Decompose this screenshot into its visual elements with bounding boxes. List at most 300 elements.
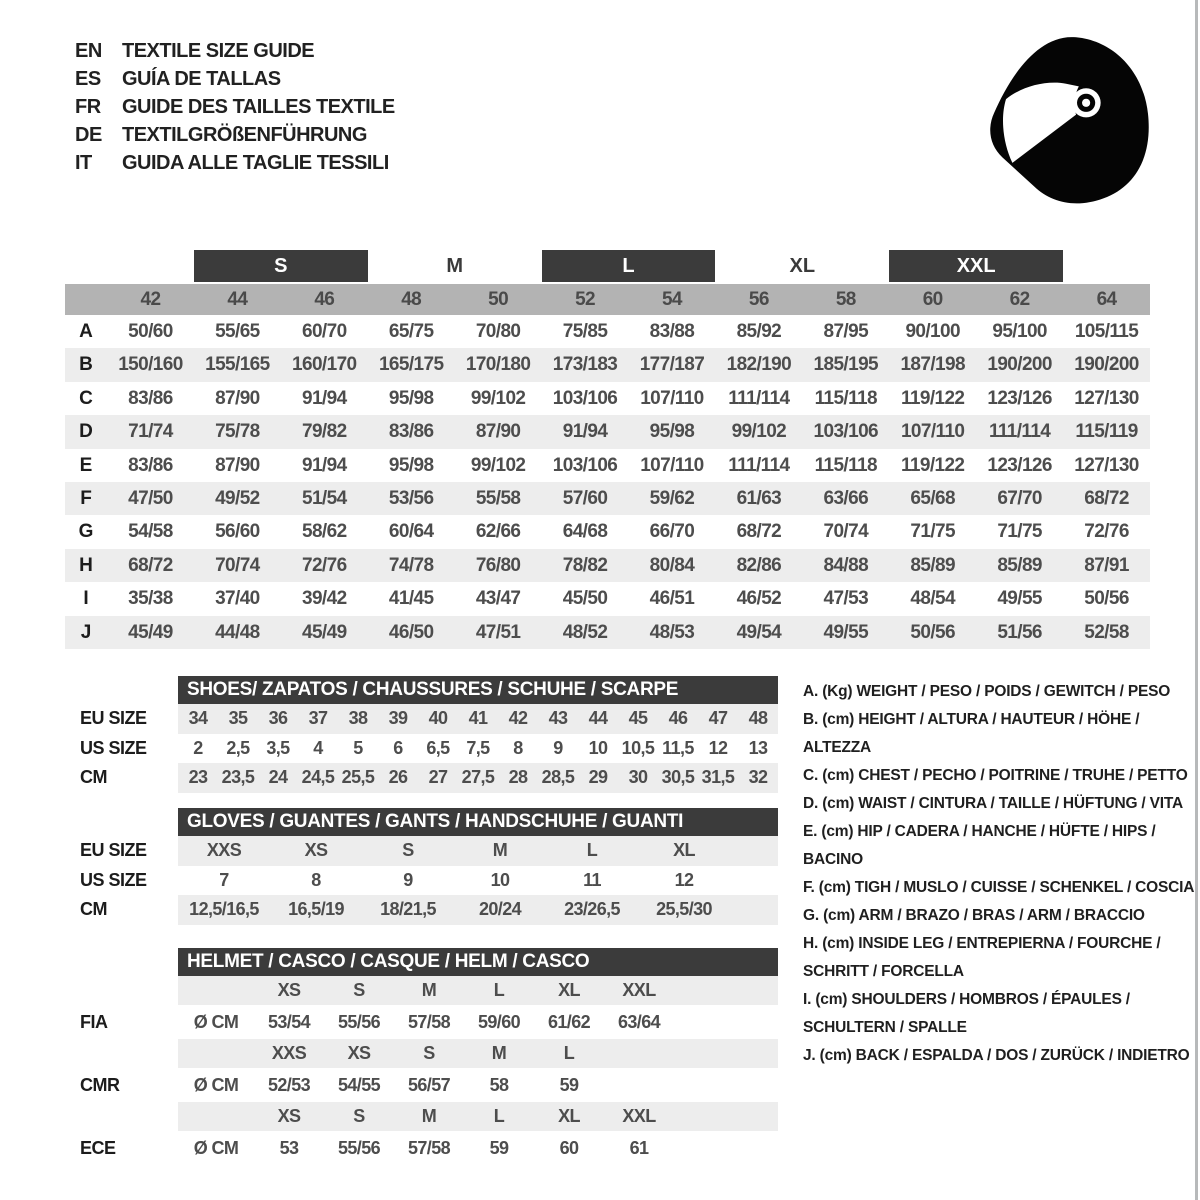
size-cell: 68/72 xyxy=(128,554,173,576)
table-cell: 12 xyxy=(708,737,728,758)
size-cell: 107/110 xyxy=(640,454,704,476)
table-cell: 2 xyxy=(193,737,203,758)
legend-item: I. (cm) SHOULDERS / HOMBROS / ÉPAULES / SCHULTERN / SPALLE xyxy=(803,991,1130,1036)
language-code: IT xyxy=(75,152,92,174)
row-label: J xyxy=(80,621,92,643)
table-cell: 61 xyxy=(629,1138,649,1158)
size-cell: 76/80 xyxy=(475,554,521,576)
size-cell: 82/86 xyxy=(736,554,782,576)
table-cell: 37 xyxy=(308,708,328,728)
size-cell: 87/90 xyxy=(215,454,260,476)
language-code: EN xyxy=(75,40,102,62)
table-cell: M xyxy=(492,840,508,860)
table-cell: 46 xyxy=(668,708,688,728)
table-cell: 59 xyxy=(489,1138,509,1158)
table-row-label: US SIZE xyxy=(80,869,147,890)
table-cell: 23,5 xyxy=(221,767,255,787)
size-column-header: L xyxy=(563,1043,575,1063)
table-cell: 27 xyxy=(428,767,448,787)
size-cell: 52/58 xyxy=(1084,621,1129,643)
size-cell: 51/56 xyxy=(997,621,1042,643)
size-cell: 182/190 xyxy=(726,354,792,376)
table-cell: 12 xyxy=(674,869,694,890)
size-cell: 95/98 xyxy=(388,454,434,476)
size-cell: 49/55 xyxy=(997,588,1042,610)
size-cell: 64/68 xyxy=(562,521,608,543)
size-cell: 54/58 xyxy=(128,521,173,543)
helmet-size-header-row xyxy=(65,1039,778,1068)
size-cell: 71/75 xyxy=(910,521,955,543)
size-cell: 87/90 xyxy=(475,421,521,443)
table-cell: 48 xyxy=(748,708,768,728)
table-cell: L xyxy=(586,840,598,860)
size-cell: 85/92 xyxy=(736,321,782,342)
table-cell: 8 xyxy=(513,737,523,758)
table-cell: 29 xyxy=(588,767,608,787)
size-cell: 83/86 xyxy=(128,387,173,409)
unit-cell: Ø CM xyxy=(193,1075,239,1095)
size-column-header: 62 xyxy=(1009,289,1030,310)
size-cell: 95/100 xyxy=(992,321,1047,342)
size-cell: 115/118 xyxy=(814,454,877,476)
size-column-header: L xyxy=(493,980,505,1000)
shoes-size-table xyxy=(65,676,778,793)
measurement-row xyxy=(65,382,1150,415)
legend-item: A. (Kg) WEIGHT / PESO / POIDS / GEWITCH / PESO xyxy=(803,683,1171,700)
size-column-header: 46 xyxy=(314,289,335,310)
language-row xyxy=(75,40,395,68)
table-cell: 25,5/30 xyxy=(656,899,712,919)
table-cell: 54/55 xyxy=(337,1075,381,1095)
row-label: F xyxy=(80,487,92,509)
table-cell: 36 xyxy=(268,708,288,728)
table-row-label: CM xyxy=(80,767,107,787)
table-cell: 25,5 xyxy=(341,767,375,787)
size-cell: 123/126 xyxy=(987,454,1052,476)
size-column-header: L xyxy=(493,1106,505,1126)
table-row-label: US SIZE xyxy=(80,737,147,758)
size-cell: 50/56 xyxy=(910,621,955,643)
size-cell: 51/54 xyxy=(302,487,347,509)
table-cell: 32 xyxy=(748,767,768,787)
size-cell: 72/76 xyxy=(302,554,347,576)
size-cell: 107/110 xyxy=(900,421,965,443)
size-cell: 91/94 xyxy=(302,454,347,476)
table-cell: 63/64 xyxy=(617,1012,661,1032)
size-cell: 57/60 xyxy=(562,487,608,509)
table-cell: 58 xyxy=(489,1075,509,1095)
size-cell: 190/200 xyxy=(1074,354,1139,376)
size-column-header: S xyxy=(423,1043,435,1063)
table-cell: 26 xyxy=(388,767,408,787)
size-cell: 49/54 xyxy=(736,621,782,643)
legend-item: G. (cm) ARM / BRAZO / BRAS / ARM / BRACCIO xyxy=(803,907,1145,924)
table-row-label: CM xyxy=(80,899,107,919)
size-cell: 43/47 xyxy=(475,588,521,610)
table-cell: 61/62 xyxy=(547,1012,591,1032)
table-cell: 20/24 xyxy=(478,899,522,919)
table-row xyxy=(65,866,778,896)
table-row-band xyxy=(178,866,778,896)
size-column-header: 44 xyxy=(227,289,248,310)
size-column-header: M xyxy=(421,980,437,1000)
size-cell: 67/70 xyxy=(997,487,1042,509)
table-row xyxy=(65,836,778,866)
guide-title: GUÍA DE TALLAS xyxy=(122,68,281,90)
helmet-value-row xyxy=(65,1131,778,1165)
size-cell: 90/100 xyxy=(905,321,960,342)
size-cell: 61/63 xyxy=(736,487,782,509)
size-column-header: 58 xyxy=(835,289,856,310)
gloves-table-rows xyxy=(65,836,778,925)
measurement-row xyxy=(65,415,1150,448)
legend-item: E. (cm) HIP / CADERA / HANCHE / HÜFTE / HIPS / BACINO xyxy=(803,823,1156,868)
helmet-value-band xyxy=(178,1131,778,1165)
table-cell: 52/53 xyxy=(267,1075,311,1095)
size-cell: 70/80 xyxy=(475,321,521,342)
table-cell: 60 xyxy=(559,1138,579,1158)
size-cell: 173/183 xyxy=(552,354,618,376)
measurement-row xyxy=(65,315,1150,348)
size-cell: 95/98 xyxy=(388,387,434,409)
measurement-row xyxy=(65,549,1150,582)
table-cell: 7,5 xyxy=(466,737,490,758)
table-cell: 24 xyxy=(268,767,288,787)
table-cell: 59 xyxy=(559,1075,579,1095)
size-cell: 190/200 xyxy=(987,354,1052,376)
size-cell: 123/126 xyxy=(987,387,1052,409)
size-column-header: S xyxy=(353,1106,365,1126)
size-column-header: XL xyxy=(558,980,580,1000)
corner-cell xyxy=(65,284,107,315)
helmet-value-band xyxy=(178,1068,778,1102)
language-code: FR xyxy=(75,96,101,118)
size-cell: 75/78 xyxy=(215,421,260,443)
size-cell: 48/53 xyxy=(649,621,695,643)
table-cell: 53/54 xyxy=(267,1012,311,1032)
size-number-row xyxy=(65,284,1150,315)
size-cell: 56/60 xyxy=(215,521,260,543)
helmet-size-header-row xyxy=(65,1102,778,1131)
table-cell: 11 xyxy=(583,869,601,890)
size-column-header: 50 xyxy=(488,289,509,310)
table-cell: 7 xyxy=(219,869,229,890)
table-cell: 10 xyxy=(490,869,510,890)
size-column-header xyxy=(604,1039,674,1068)
size-cell: 103/106 xyxy=(552,387,618,409)
size-column-header: M xyxy=(491,1043,507,1063)
size-cell: 160/170 xyxy=(292,354,357,376)
table-cell xyxy=(178,1039,254,1068)
table-row-band xyxy=(178,763,778,793)
size-cell: 55/58 xyxy=(475,487,521,509)
table-cell: 5 xyxy=(353,737,363,758)
size-cell: 99/102 xyxy=(731,421,787,443)
size-cell: 85/89 xyxy=(997,554,1042,576)
size-cell: 83/86 xyxy=(388,421,434,443)
size-cell: 165/175 xyxy=(378,354,444,376)
size-cell: 50/56 xyxy=(1084,588,1129,610)
size-cell: 63/66 xyxy=(823,487,869,509)
size-cell: 107/110 xyxy=(640,387,704,409)
measurement-row xyxy=(65,348,1150,381)
table-cell: 45 xyxy=(628,708,648,728)
row-label: B xyxy=(79,354,93,376)
table-cell: XL xyxy=(673,840,695,860)
size-cell: 111/114 xyxy=(728,454,790,476)
size-cell: 55/65 xyxy=(215,321,260,342)
size-cell: 115/118 xyxy=(814,387,877,409)
table-cell: XXS xyxy=(206,840,242,860)
table-row-band xyxy=(178,734,778,764)
full-face-helmet-icon xyxy=(976,28,1158,214)
table-cell: 16,5/19 xyxy=(288,899,344,919)
helmet-value-row xyxy=(65,1005,778,1039)
size-cell: 74/78 xyxy=(388,554,434,576)
size-cell: 187/198 xyxy=(900,354,965,376)
size-cell: 71/74 xyxy=(128,421,173,443)
size-cell: 62/66 xyxy=(475,521,521,543)
measurement-row xyxy=(65,482,1150,515)
table-cell: 38 xyxy=(348,708,368,728)
unit-cell: Ø CM xyxy=(193,1012,239,1032)
measurement-row xyxy=(65,449,1150,482)
size-cell: 68/72 xyxy=(736,521,782,543)
size-column-header: S xyxy=(353,980,365,1000)
size-cell: 72/76 xyxy=(1084,521,1129,543)
helmet-header-band xyxy=(178,976,778,1005)
table-cell xyxy=(604,1068,674,1102)
table-cell: 39 xyxy=(388,708,408,728)
standard-label: ECE xyxy=(80,1138,116,1158)
table-row xyxy=(65,734,778,764)
row-label: G xyxy=(78,521,94,543)
size-column-header: XXL xyxy=(622,980,656,1000)
size-cell: 70/74 xyxy=(823,521,869,543)
table-row xyxy=(65,704,778,734)
table-cell: 41 xyxy=(468,708,488,728)
size-cell: 150/160 xyxy=(118,354,183,376)
table-cell: 55/56 xyxy=(337,1012,381,1032)
helmet-header-band xyxy=(178,1102,778,1131)
size-cell: 59/62 xyxy=(649,487,695,509)
table-row-band xyxy=(178,704,778,734)
size-cell: 46/52 xyxy=(736,588,782,610)
size-cell: 127/130 xyxy=(1074,387,1139,409)
table-cell: 10 xyxy=(588,737,608,758)
table-cell: 6,5 xyxy=(426,737,450,758)
size-cell: 46/50 xyxy=(388,621,434,643)
guide-title: GUIDA ALLE TAGLIE TESSILI xyxy=(122,152,389,174)
table-cell: S xyxy=(402,840,414,860)
size-cell: 45/50 xyxy=(562,588,608,610)
size-cell: 47/51 xyxy=(475,621,521,643)
size-cell: 45/49 xyxy=(302,621,347,643)
size-group-row xyxy=(65,250,1150,282)
table-row-band xyxy=(178,895,778,925)
gloves-size-table xyxy=(65,808,778,925)
legend-item: H. (cm) INSIDE LEG / ENTREPIERNA / FOURCHE / SCHRITT / FORCELLA xyxy=(803,935,1161,980)
table-cell: 57/58 xyxy=(407,1138,451,1158)
size-column-header: 52 xyxy=(575,289,595,310)
measurement-row xyxy=(65,515,1150,548)
helmet-size-header-row xyxy=(65,976,778,1005)
standard-label: FIA xyxy=(80,1012,108,1032)
table-cell: 24,5 xyxy=(301,767,335,787)
size-cell: 185/195 xyxy=(813,354,879,376)
language-code: ES xyxy=(75,68,101,90)
table-cell: 23/26,5 xyxy=(564,899,620,919)
table-cell: 10,5 xyxy=(621,737,655,758)
helmet-header-band xyxy=(178,1039,778,1068)
size-cell: 87/91 xyxy=(1084,554,1129,576)
size-cell: 87/95 xyxy=(823,321,869,342)
size-column-header: XS xyxy=(277,980,301,1000)
language-row xyxy=(75,124,395,152)
size-cell: 84/88 xyxy=(823,554,869,576)
helmet-value-band xyxy=(178,1005,778,1039)
size-cell: 68/72 xyxy=(1084,487,1129,509)
size-cell: 91/94 xyxy=(562,421,608,443)
legend-item: J. (cm) BACK / ESPALDA / DOS / ZURÜCK / INDIETRO xyxy=(803,1047,1190,1064)
row-label: E xyxy=(79,454,93,476)
size-cell: 41/45 xyxy=(388,588,434,610)
table-cell: 44 xyxy=(588,708,608,728)
table-cell: 42 xyxy=(508,708,528,728)
size-column-header: 48 xyxy=(401,289,422,310)
language-title-list xyxy=(75,40,395,180)
helmet-table-rows xyxy=(65,976,778,1165)
row-label: D xyxy=(79,421,93,443)
legend-item: F. (cm) TIGH / MUSLO / CUISSE / SCHENKEL / COSCIA xyxy=(803,879,1195,896)
table-cell: 6 xyxy=(393,737,403,758)
guide-title: TEXTILGRÖßENFÜHRUNG xyxy=(122,124,367,146)
size-cell: 95/98 xyxy=(649,421,695,443)
size-cell: 91/94 xyxy=(302,387,347,409)
size-column-header: XL xyxy=(558,1106,580,1126)
size-group-s: S xyxy=(194,250,368,282)
size-cell: 70/74 xyxy=(215,554,260,576)
size-group-m: M xyxy=(446,255,463,277)
standard-label: CMR xyxy=(80,1075,120,1095)
size-column-header: 64 xyxy=(1096,289,1117,310)
table-cell: 55/56 xyxy=(337,1138,381,1158)
table-cell: 30 xyxy=(628,767,648,787)
size-column-header: 56 xyxy=(748,289,769,310)
size-cell: 58/62 xyxy=(302,521,347,543)
unit-cell: Ø CM xyxy=(193,1138,239,1158)
table-cell: 35 xyxy=(228,708,248,728)
table-cell xyxy=(178,1102,254,1131)
row-label: A xyxy=(79,321,93,342)
size-cell: 49/52 xyxy=(215,487,260,509)
size-cell: 50/60 xyxy=(128,321,173,342)
table-cell: 40 xyxy=(428,708,448,728)
size-cell: 85/89 xyxy=(910,554,955,576)
table-row-label xyxy=(65,1102,178,1131)
measurement-row xyxy=(65,582,1150,615)
size-group-xl: XL xyxy=(789,255,816,277)
size-cell: 49/55 xyxy=(823,621,869,643)
size-cell: 127/130 xyxy=(1074,454,1139,476)
table-cell: 56/57 xyxy=(407,1075,451,1095)
table-row-band xyxy=(178,836,778,866)
size-cell: 177/187 xyxy=(639,354,705,376)
table-row xyxy=(65,895,778,925)
size-cell: 39/42 xyxy=(302,588,347,610)
guide-title: GUIDE DES TAILLES TEXTILE xyxy=(122,96,395,118)
size-cell: 47/53 xyxy=(823,588,869,610)
size-cell: 155/165 xyxy=(205,354,270,376)
table-row-label xyxy=(65,976,178,1005)
size-cell: 37/40 xyxy=(215,588,260,610)
size-column-header: XS xyxy=(347,1043,371,1063)
size-cell: 78/82 xyxy=(562,554,608,576)
size-cell: 83/88 xyxy=(649,321,695,342)
size-cell: 48/52 xyxy=(562,621,608,643)
table-cell: 2,5 xyxy=(226,737,250,758)
table-cell: 43 xyxy=(548,708,568,728)
table-cell: 28,5 xyxy=(541,767,575,787)
size-cell: 119/122 xyxy=(900,387,965,409)
size-cell: 170/180 xyxy=(465,354,531,376)
size-cell: 105/115 xyxy=(1074,321,1139,342)
size-cell: 46/51 xyxy=(649,588,695,610)
gloves-table-title: GLOVES / GUANTES / GANTS / HANDSCHUHE / GUANTI xyxy=(178,808,778,836)
table-cell: 34 xyxy=(188,708,208,728)
size-cell: 119/122 xyxy=(900,454,965,476)
table-cell: 8 xyxy=(311,869,321,890)
table-row-label xyxy=(65,1039,178,1068)
table-cell: 28 xyxy=(508,767,528,787)
size-cell: 87/90 xyxy=(215,387,260,409)
size-cell: 103/106 xyxy=(552,454,618,476)
table-cell: 57/58 xyxy=(407,1012,451,1032)
size-cell: 115/119 xyxy=(1075,421,1138,443)
size-cell: 53/56 xyxy=(388,487,434,509)
table-cell: 30,5 xyxy=(661,767,695,787)
size-cell: 65/68 xyxy=(910,487,955,509)
row-label: H xyxy=(79,554,93,576)
measurement-row xyxy=(65,616,1150,649)
table-cell: 3,5 xyxy=(266,737,290,758)
helmet-size-table xyxy=(65,948,778,1165)
table-cell: 23 xyxy=(188,767,208,787)
helmet-table-title: HELMET / CASCO / CASQUE / HELM / CASCO xyxy=(178,948,778,976)
scan-edge-line xyxy=(1195,0,1198,1200)
size-column-header: 42 xyxy=(140,289,161,310)
guide-title: TEXTILE SIZE GUIDE xyxy=(122,40,315,62)
legend-item: C. (cm) CHEST / PECHO / POITRINE / TRUHE / PETTO xyxy=(803,767,1188,784)
size-cell: 47/50 xyxy=(128,487,173,509)
size-column-header: XXS xyxy=(271,1043,307,1063)
language-row xyxy=(75,96,395,124)
language-row xyxy=(75,152,395,180)
size-cell: 99/102 xyxy=(470,454,526,476)
size-column-header: XS xyxy=(277,1106,301,1126)
size-cell: 111/114 xyxy=(728,387,790,409)
size-cell: 103/106 xyxy=(813,421,879,443)
size-cell: 45/49 xyxy=(128,621,173,643)
size-group-xxl: XXL xyxy=(889,250,1063,282)
table-cell: 9 xyxy=(403,869,413,890)
size-cell: 75/85 xyxy=(562,321,608,342)
table-cell: 31,5 xyxy=(701,767,735,787)
table-cell: 9 xyxy=(553,737,563,758)
shoes-table-rows xyxy=(65,704,778,793)
size-column-header: XXL xyxy=(622,1106,656,1126)
table-cell: 13 xyxy=(748,737,768,758)
